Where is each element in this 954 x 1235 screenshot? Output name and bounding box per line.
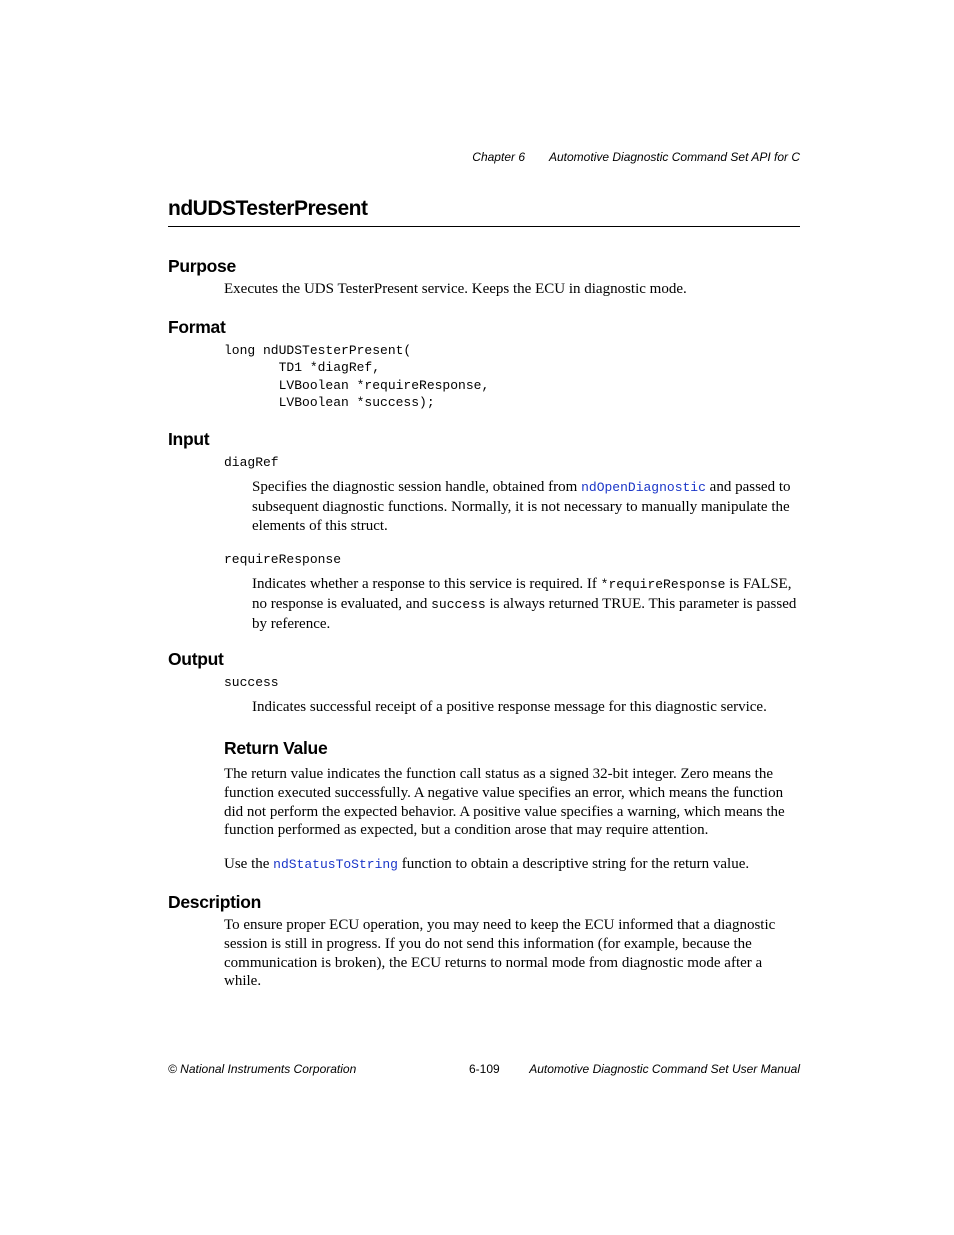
param-requireresponse-text-cont: is FALSE, no response is evaluated, and xyxy=(252,576,792,612)
header-chapter: Chapter 6 xyxy=(472,150,525,164)
ndstatustostring-link[interactable]: ndStatusToString xyxy=(273,857,398,872)
purpose-text: Executes the UDS TesterPresent service. Keeps the ECU in diagnostic mode. xyxy=(224,281,687,297)
format-code: long ndUDSTesterPresent( TD1 *diagRef, LVBoolean *requireResponse, LVBoolean *success); xyxy=(224,343,490,410)
param-requireresponse-text-end: is always returned TRUE. This parameter is passed by reference. xyxy=(252,595,797,632)
param-requireresponse-name: requireResponse xyxy=(224,552,342,567)
param-diagref-text-cont: and passed to subsequent diagnostic functions. Normally, it is not necessary to manually manipulate the elements of this struct. xyxy=(252,479,791,534)
footer-manual-title: Automotive Diagnostic Command Set User Manual xyxy=(529,1062,800,1076)
param-diagref-name: diagRef xyxy=(224,455,279,470)
input-heading: Input xyxy=(168,429,210,449)
param-success-description: Indicates successful receipt of a positive response message for this diagnostic service. xyxy=(252,699,767,715)
usage-prefix: Use the xyxy=(224,856,274,872)
ndopendiagnostic-link[interactable]: ndOpenDiagnostic xyxy=(581,480,706,495)
param-requireresponse-description xyxy=(252,575,800,633)
return-value-heading: Return Value xyxy=(224,738,328,758)
param-success-name: success xyxy=(224,675,279,690)
param-diagref-description xyxy=(252,478,800,535)
footer-copyright: © National Instruments Corporation xyxy=(168,1062,357,1076)
header-section: Automotive Diagnostic Command Set API for C xyxy=(549,150,800,164)
success-code: success xyxy=(431,596,486,612)
running-header xyxy=(472,150,800,164)
footer-page-number: 6-109 xyxy=(469,1062,500,1076)
param-diagref-text: Specifies the diagnostic session handle, obtained from xyxy=(252,479,582,495)
output-heading: Output xyxy=(168,649,224,669)
purpose-heading: Purpose xyxy=(168,256,236,276)
requireresponse-code: *requireResponse xyxy=(600,577,726,592)
page-title: ndUDSTesterPresent xyxy=(168,197,800,227)
description-text: To ensure proper ECU operation, you may need to keep the ECU informed that a diagnostic session is still in progress. If you do not send this information (for example, because the communication is broken), the ECU returns to normal mode from diagnostic mode after a while. xyxy=(224,917,776,990)
format-heading: Format xyxy=(168,317,226,337)
return-value-text: The return value indicates the function call status as a signed 32-bit integer. Zero means the function executed successfully. A negative value specifies an error, which means the function did not perform the expected behavior. A positive value specifies a warning, which means the function performed as expected, but a condition arose that may require attention. xyxy=(224,766,785,839)
usage-suffix: function to obtain a descriptive string for the return value. xyxy=(397,856,750,872)
param-requireresponse-text: Indicates whether a response to this service is required. If xyxy=(252,576,601,592)
description-heading: Description xyxy=(168,892,261,912)
return-value-usage xyxy=(224,855,800,875)
